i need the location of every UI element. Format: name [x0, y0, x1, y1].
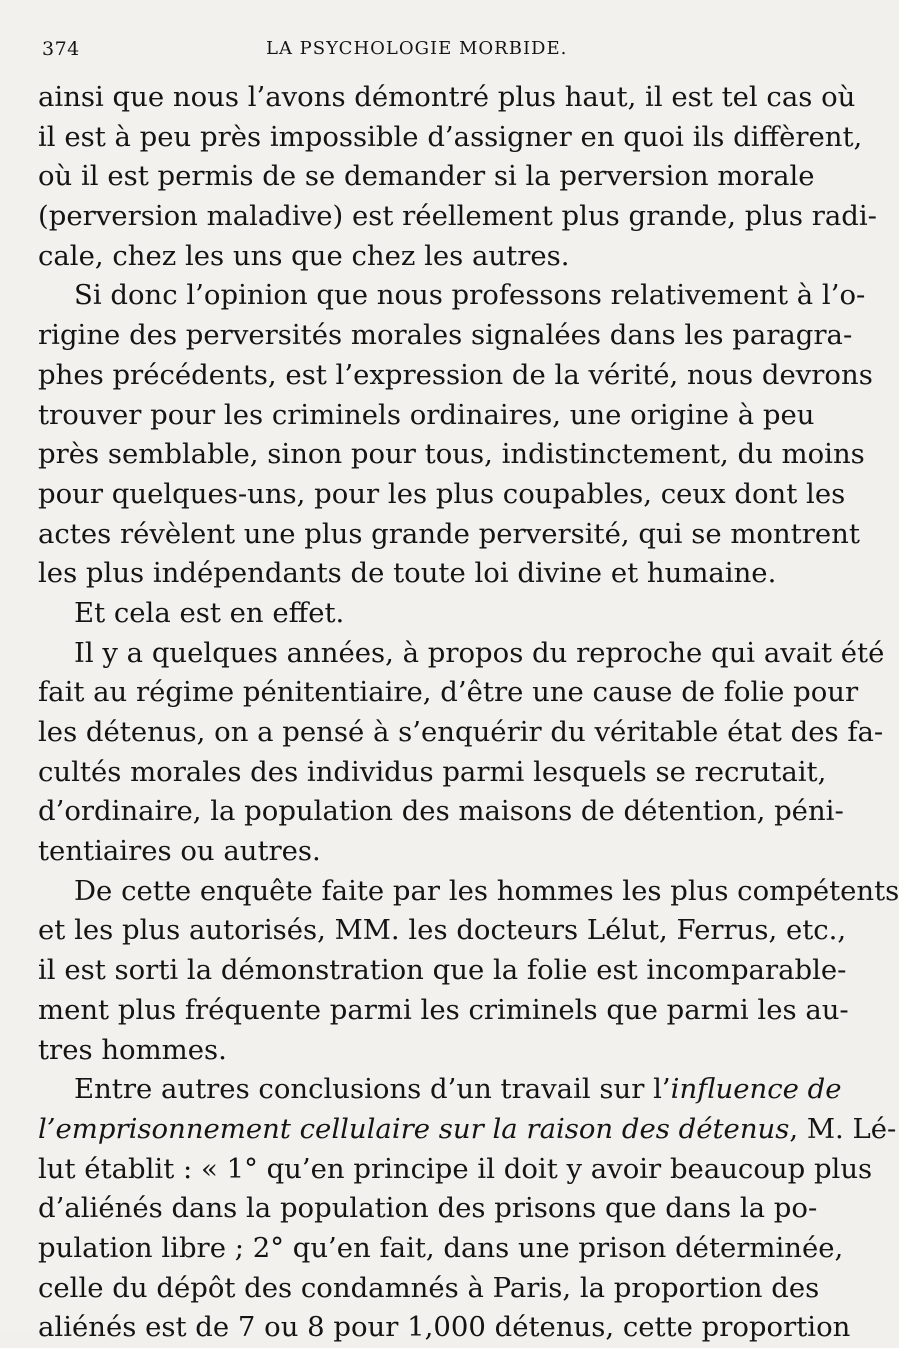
line-text: pour quelques-uns, pour les plus coupables, ceux dont les	[38, 477, 846, 510]
line-text: cultés morales des individus parmi lesquels se recrutait,	[38, 755, 827, 788]
text-line	[38, 911, 847, 951]
line-text: , M. Lé-	[789, 1112, 897, 1145]
text-line	[38, 276, 866, 316]
line-text: lut établit : « 1° qu’en principe il doit y avoir beaucoup plus	[38, 1152, 873, 1185]
text-line	[38, 673, 859, 713]
line-text: d’aliénés dans la population des prisons que dans la po-	[38, 1192, 818, 1225]
text-line	[38, 1110, 897, 1150]
text-line	[38, 1150, 873, 1190]
text-line	[38, 78, 856, 118]
text-line	[38, 634, 885, 674]
text-line	[38, 753, 827, 793]
line-text: tentiaires ou autres.	[38, 835, 321, 868]
line-text: Si donc l’opinion que nous professons relativement à l’o-	[74, 279, 866, 312]
text-line	[38, 554, 777, 594]
line-text: ment plus fréquente parmi les criminels que parmi les au-	[38, 993, 849, 1026]
text-line	[38, 197, 877, 237]
line-text: ainsi que nous l’avons démontré plus haut, il est tel cas où	[38, 81, 856, 113]
line-text: près semblable, sinon pour tous, indistinctement, du moins	[38, 438, 865, 471]
text-line	[38, 515, 860, 555]
running-title: LA PSYCHOLOGIE MORBIDE.	[266, 38, 568, 59]
line-text: tres hommes.	[38, 1033, 227, 1066]
text-line	[38, 396, 815, 436]
page-header	[42, 38, 772, 68]
text-line	[38, 872, 899, 912]
line-text: trouver pour les criminels ordinaires, une origine à peu	[38, 398, 815, 431]
line-text: les détenus, on a pensé à s’enquérir du véritable état des fa-	[38, 716, 884, 748]
line-text: Il y a quelques années, à propos du reproche qui avait été	[74, 636, 885, 669]
text-line	[38, 1269, 820, 1309]
text-line	[38, 991, 849, 1031]
line-text: (perversion maladive) est réellement plus grande, plus radi-	[38, 200, 877, 233]
line-text: Et cela est en effet.	[74, 596, 345, 629]
text-line	[38, 792, 844, 832]
text-line	[38, 316, 853, 356]
line-text: cale, chez les uns que chez les autres.	[38, 239, 570, 272]
text-line	[38, 475, 846, 515]
page-number: 374	[42, 38, 80, 60]
line-text: où il est permis de se demander si la perversion morale	[38, 160, 815, 193]
text-line	[38, 1070, 842, 1110]
text-line	[38, 832, 770, 872]
line-text: il est à peu près impossible d’assigner en quoi ils diffèrent,	[38, 120, 863, 153]
text-line	[38, 1229, 844, 1269]
text-line	[38, 713, 884, 753]
text-line	[38, 951, 847, 991]
line-text: les plus indépendants de toute loi divine et humaine.	[38, 557, 777, 590]
text-line	[38, 237, 770, 277]
body-text	[38, 78, 899, 1348]
text-line	[38, 157, 815, 197]
text-line	[38, 594, 770, 634]
line-text: aliénés est de 7 ou 8 pour 1,000 détenus, cette proportion	[38, 1311, 851, 1344]
text-line	[38, 356, 873, 396]
line-text: phes précédents, est l’expression de la vérité, nous devrons	[38, 358, 873, 391]
italic-text: l’emprisonnement cellulaire sur la raison des détenus	[38, 1112, 790, 1145]
line-text: fait au régime pénitentiaire, d’être une cause de folie pour	[38, 676, 859, 709]
text-line	[38, 1031, 770, 1071]
line-text: actes révèlent une plus grande perversité, qui se montrent	[38, 517, 860, 550]
italic-text: influence de	[670, 1073, 842, 1106]
line-text: Entre autres conclusions d’un travail sur l’	[74, 1073, 671, 1106]
text-line	[38, 435, 865, 475]
line-text: d’ordinaire, la population des maisons de détention, péni-	[38, 795, 844, 828]
line-text: il est sorti la démonstration que la folie est incomparable-	[38, 954, 847, 987]
text-line	[38, 1308, 851, 1348]
line-text: pulation libre ; 2° qu’en fait, dans une prison déterminée,	[38, 1231, 844, 1264]
text-line	[38, 118, 863, 158]
text-line	[38, 1189, 818, 1229]
line-text: rigine des perversités morales signalées dans les paragra-	[38, 319, 853, 352]
line-text: et les plus autorisés, MM. les docteurs Lélut, Ferrus, etc.,	[38, 914, 847, 947]
line-text: De cette enquête faite par les hommes les plus compétents	[74, 874, 899, 907]
line-text: celle du dépôt des condamnés à Paris, la proportion des	[38, 1271, 820, 1304]
